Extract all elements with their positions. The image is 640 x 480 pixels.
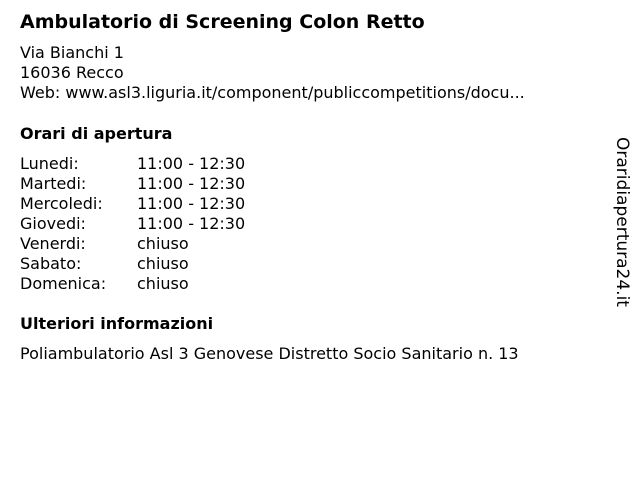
website-link[interactable]: Web: www.asl3.liguria.it/component/publiccompetitions/docu... (20, 83, 525, 102)
day-label: Mercoledi: (20, 194, 103, 213)
hours-row-giovedi (20, 214, 245, 234)
day-label: Domenica: (20, 274, 107, 293)
hours-row-mercoledi (20, 194, 245, 214)
street-address: Via Bianchi 1 (20, 43, 124, 62)
time-value: 11:00 - 12:30 (137, 194, 246, 213)
time-value: 11:00 - 12:30 (137, 154, 246, 173)
city-address: 16036 Recco (20, 63, 124, 82)
time-value: 11:00 - 12:30 (137, 214, 246, 233)
additional-info-text: Poliambulatorio Asl 3 Genovese Distretto Socio Sanitario n. 13 (20, 344, 519, 363)
address-block (20, 43, 525, 103)
day-label: Venerdi: (20, 234, 86, 253)
time-value: chiuso (137, 254, 189, 273)
hours-row-venerdi (20, 234, 245, 254)
time-value: chiuso (137, 274, 189, 293)
day-label: Martedi: (20, 174, 87, 193)
opening-hours-heading: Orari di apertura (20, 124, 173, 143)
day-label: Sabato: (20, 254, 82, 273)
hours-row-martedi (20, 174, 245, 194)
hours-row-sabato (20, 254, 245, 274)
page-title: Ambulatorio di Screening Colon Retto (20, 11, 425, 33)
day-label: Lunedi: (20, 154, 79, 173)
hours-row-lunedi (20, 154, 245, 174)
hours-row-domenica (20, 274, 245, 294)
additional-info-heading: Ulteriori informazioni (20, 314, 214, 333)
day-label: Giovedi: (20, 214, 86, 233)
opening-hours-table (20, 154, 245, 294)
site-watermark: Oraridiapertura24.it (612, 137, 632, 307)
time-value: chiuso (137, 234, 189, 253)
time-value: 11:00 - 12:30 (137, 174, 246, 193)
